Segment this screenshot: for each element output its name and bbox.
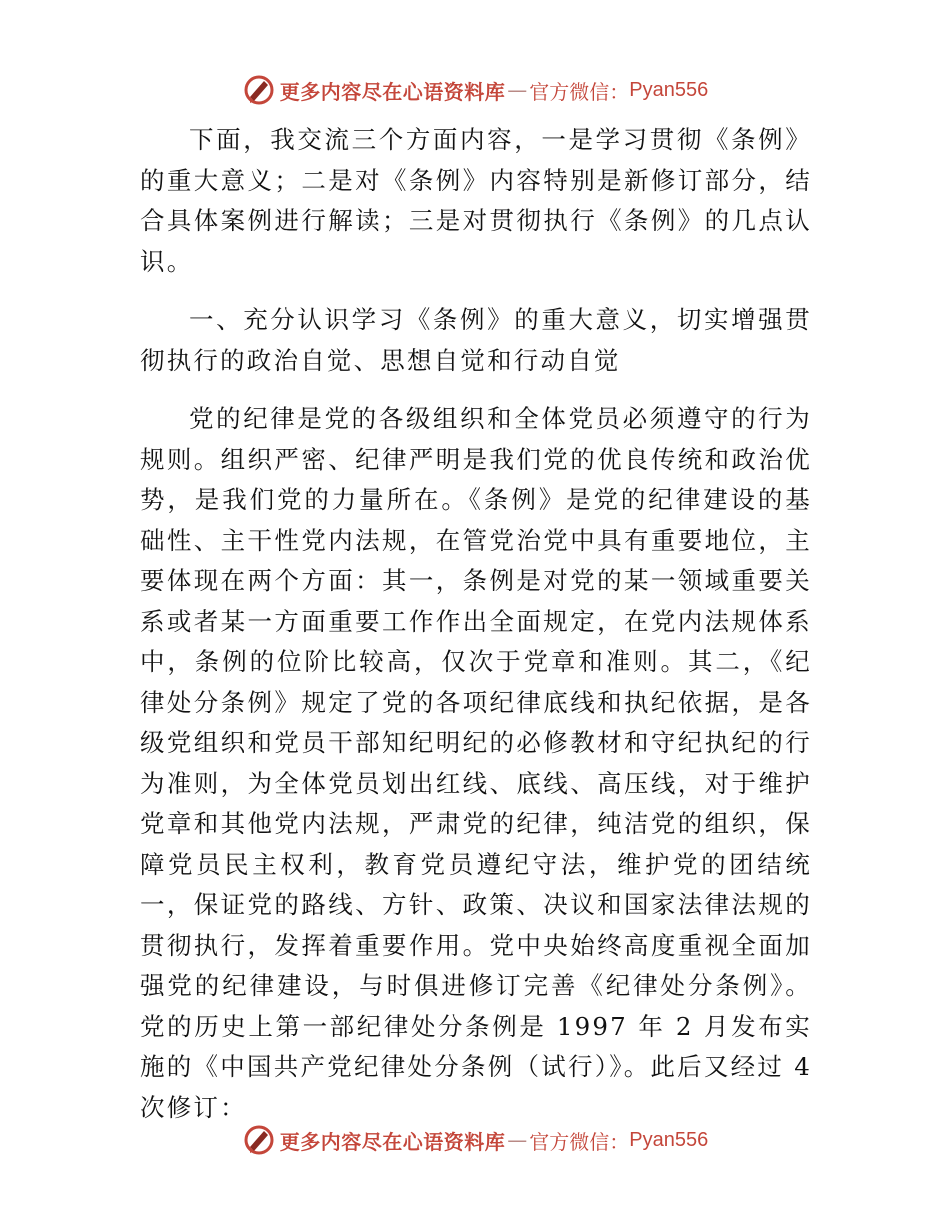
watermark-wechat-id: Pyan556: [629, 1128, 709, 1151]
watermark-dash: —: [507, 1128, 528, 1152]
footer-watermark: [0, 1120, 950, 1160]
watermark-wechat-label: 官方微信：: [529, 79, 630, 104]
paragraph-intro: 下面，我交流三个方面内容，一是学习贯彻《条例》的重大意义；二是对《条例》内容特别是新修订部分，结合具体案例进行解读；三是对贯彻执行《条例》的几点认识。: [140, 125, 812, 276]
section-heading-1: 一、充分认识学习《条例》的重大意义，切实增强贯彻执行的政治自觉、思想自觉和行动自觉: [140, 305, 812, 375]
watermark-logo-icon: [242, 1123, 276, 1157]
watermark-wechat-label: 官方微信：: [529, 1129, 630, 1154]
watermark-dash: —: [507, 78, 528, 102]
paragraph-discipline: 党的纪律是党的各级组织和全体党员必须遵守的行为规则。组织严密、纪律严明是我们党的优良传统和政治优势，是我们党的力量所在。《条例》是党的纪律建设的基础性、主干性党内法规，在管党治党中具有重要地位，主要体现在两个方面：其一，条例是对党的某一领域重要关系或者某一方面重要工作作出全面规定，在党内法规体系中，条例的位阶比较高，仅次于党章和准则。其二，《纪律处分条例》规定了党的各项纪律底线和执纪依据，是各级党组织和党员干部知纪明纪的必修教材和守纪执纪的行为准则，为全体党员划出红线、底线、高压线，对于维护党章和其他党内法规，严肃党的纪律，纯洁党的组织，保障党员民主权利，教育党员遵纪守法，维护党的团结统一，保证党的路线、方针、政策、决议和国家法律法规的贯彻执行，发挥着重要作用。党中央始终高度重视全面加强党的纪律建设，与时俱进修订完善《纪律处分条例》。党的历史上第一部纪律处分条例是 1997 年 2 月发布实施的《中国共产党纪律处分条例（试行）》。此后又经过 4 次修订：: [140, 404, 812, 1122]
header-watermark: [0, 70, 950, 110]
watermark-wechat-id: Pyan556: [629, 78, 709, 101]
watermark-site-text: 更多内容尽在心语资料库: [279, 1129, 506, 1154]
document-body: [140, 120, 812, 1146]
watermark-site-text: 更多内容尽在心语资料库: [279, 79, 506, 104]
watermark-logo-icon: [242, 73, 276, 107]
